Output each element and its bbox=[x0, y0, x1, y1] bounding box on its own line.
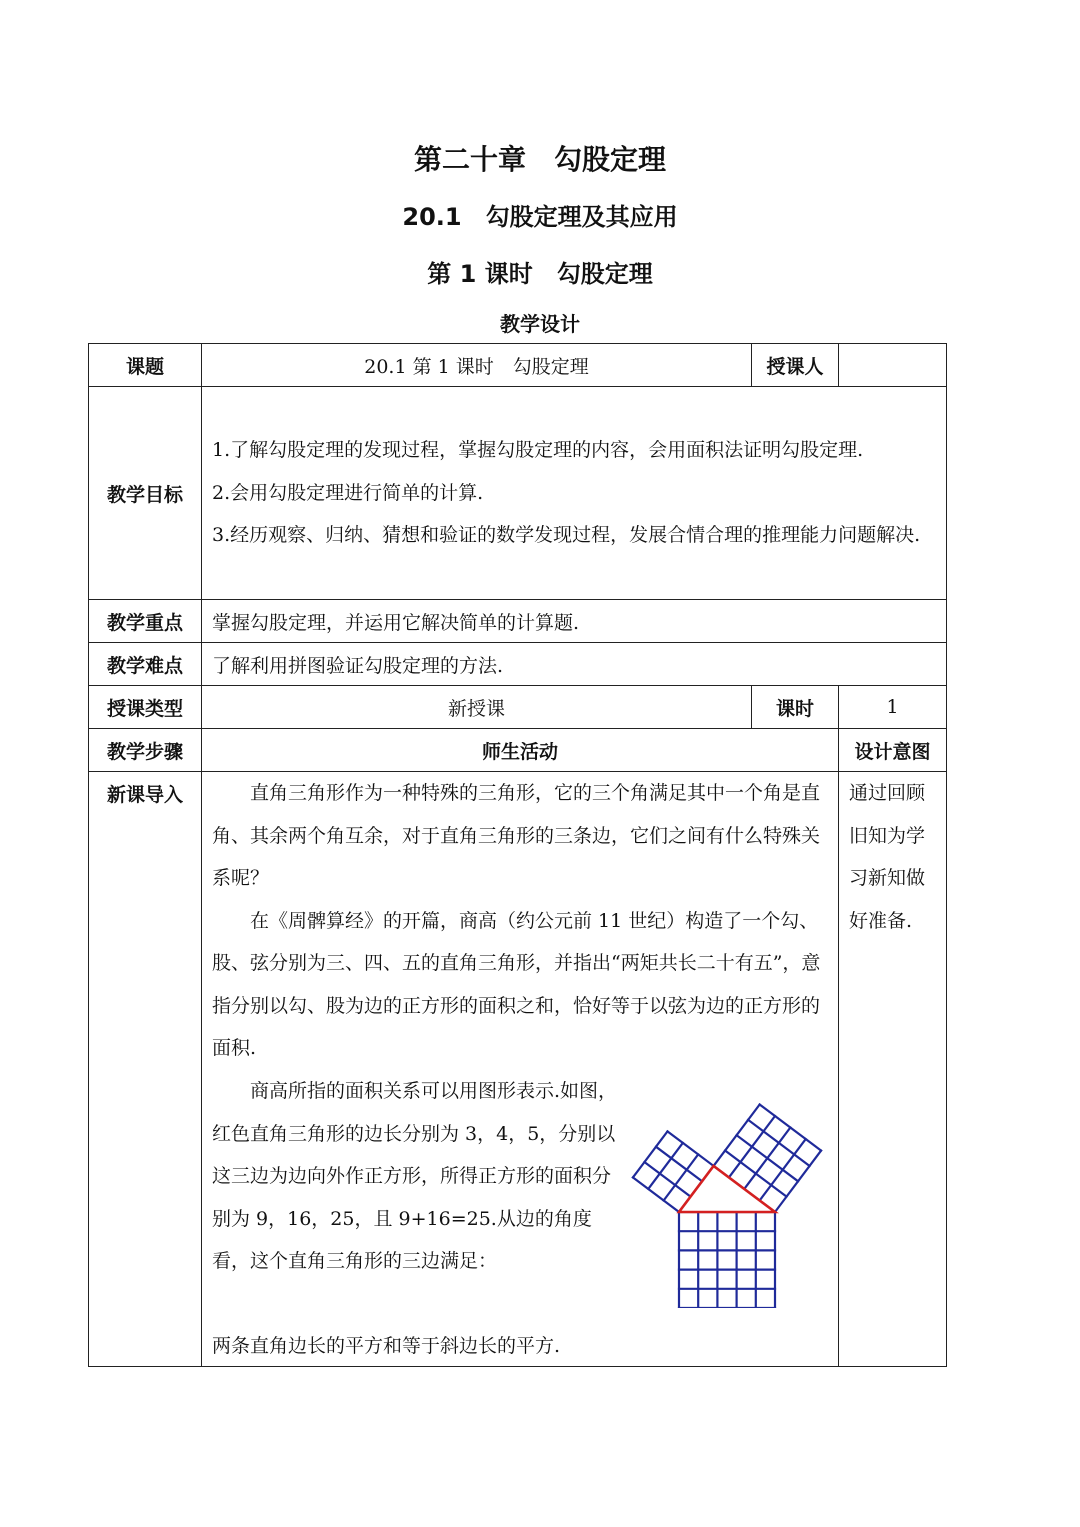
type-label: 授课类型 bbox=[89, 686, 202, 729]
key-value: 掌握勾股定理，并运用它解决简单的计算题. bbox=[202, 600, 947, 643]
intro-content bbox=[202, 772, 839, 1367]
intent-label: 设计意图 bbox=[839, 729, 947, 772]
hours-value: 1 bbox=[839, 686, 947, 729]
intro-paragraph-3: 商高所指的面积关系可以用图形表示.如图，红色直角三角形的边长分别为 3，4，5，分别以这三边为边向外作正方形，所得正方形的面积分别为 9，16，25，且 9+16=25.从边的角度看，这个直角三角形的三边满足： bbox=[212, 1080, 618, 1272]
teacher-label: 授课人 bbox=[752, 344, 839, 387]
teacher-value bbox=[839, 344, 947, 387]
difficult-value: 了解利用拼图验证勾股定理的方法. bbox=[202, 643, 947, 686]
steps-header-row bbox=[89, 729, 947, 772]
lesson-plan-table bbox=[88, 343, 947, 1367]
type-row bbox=[89, 686, 947, 729]
goals-label: 教学目标 bbox=[89, 387, 202, 600]
section-title: 20.1 勾股定理及其应用 bbox=[402, 203, 678, 231]
key-label: 教学重点 bbox=[89, 600, 202, 643]
intro-row bbox=[89, 772, 947, 1367]
difficult-label: 教学难点 bbox=[89, 643, 202, 686]
intro-label: 新课导入 bbox=[89, 772, 202, 1367]
doc-subtitle: 教学设计 bbox=[500, 312, 580, 336]
lesson-title: 第 1 课时 勾股定理 bbox=[427, 260, 653, 288]
intro-paragraph-2: 在《周髀算经》的开篇，商高（约公元前 11 世纪）构造了一个勾、股、弦分别为三、四、五的直角三角形，并指出“两矩共长二十有五”，意指分别以勾、股为边的正方形的面积之和，恰好等于以弦为边的正方形的面积. bbox=[212, 909, 821, 1059]
right-triangle bbox=[679, 1166, 775, 1212]
type-value: 新授课 bbox=[202, 686, 752, 729]
key-row bbox=[89, 600, 947, 643]
chapter-title: 第二十章 勾股定理 bbox=[413, 143, 666, 176]
hours-label: 课时 bbox=[752, 686, 839, 729]
steps-label: 教学步骤 bbox=[89, 729, 202, 772]
goal-item: 2.会用勾股定理进行简单的计算. bbox=[212, 481, 484, 504]
goal-item: 3.经历观察、归纳、猜想和验证的数学发现过程，发展合情合理的推理能力问题解决. bbox=[212, 524, 921, 547]
intro-paragraph-4: 两条直角边长的平方和等于斜边长的平方. bbox=[212, 1335, 561, 1357]
topic-value: 20.1 第 1 课时 勾股定理 bbox=[202, 344, 752, 387]
intro-paragraph-1: 直角三角形作为一种特殊的三角形，它的三个角满足其中一个角是直角、其余两个角互余，对于直角三角形的三条边，它们之间有什么特殊关系呢？ bbox=[212, 782, 821, 889]
activity-label: 师生活动 bbox=[202, 729, 839, 772]
difficult-row bbox=[89, 643, 947, 686]
goal-item: 1.了解勾股定理的发现过程，掌握勾股定理的内容，会用面积法证明勾股定理. bbox=[212, 439, 864, 462]
goals-content bbox=[202, 387, 947, 600]
hypotenuse-square bbox=[679, 1212, 775, 1308]
topic-label: 课题 bbox=[89, 344, 202, 387]
pythagoras-figure bbox=[627, 1068, 827, 1308]
intro-intent: 通过回顾旧知为学习新知做好准备. bbox=[839, 772, 947, 1367]
topic-row bbox=[89, 344, 947, 387]
goals-row bbox=[89, 387, 947, 600]
